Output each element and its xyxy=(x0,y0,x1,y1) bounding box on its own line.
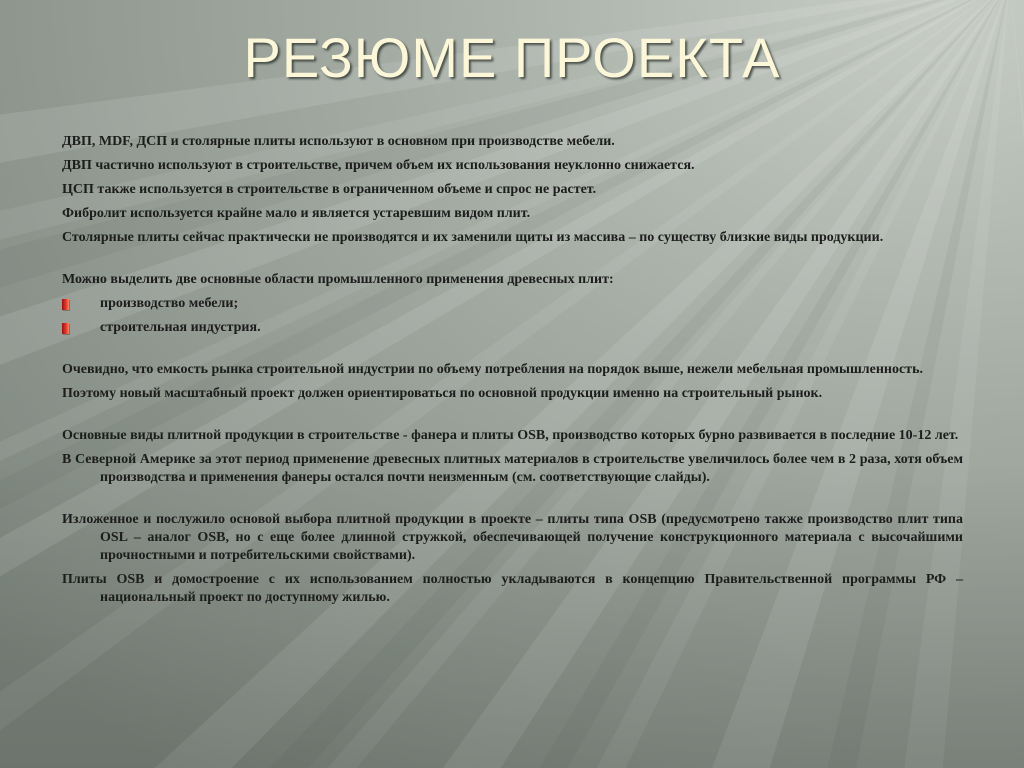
bullet-text: производство мебели; xyxy=(100,296,239,311)
spacer xyxy=(62,409,963,427)
paragraph: Основные виды плитной продукции в строительстве - фанера и плиты OSB, производство которых бурно развивается в последние 10-12 лет. xyxy=(62,428,959,443)
paragraph: В Северной Америке за этот период применение древесных плитных материалов в строительстве увеличилось более чем в 2 раза, хотя объем производства и применения фанеры остался почти неизменным (см. соответствующие слайды). xyxy=(62,452,963,485)
paragraph: Поэтому новый масштабный проект должен ориентироваться по основной продукции именно на строительный рынок. xyxy=(62,386,823,401)
bullet-text: строительная индустрия. xyxy=(100,320,261,335)
paragraph: ДВП частично используют в строительстве, причем объем их использования неуклонно снижается. xyxy=(62,158,695,173)
paragraph: Фибролит используется крайне мало и является устаревшим видом плит. xyxy=(62,206,531,221)
paragraph: Плиты OSB и домостроение с их использованием полностью укладываются в концепцию Правительственной программы РФ – национальный проект по доступному жилью. xyxy=(62,572,963,605)
bullet-icon xyxy=(62,299,69,310)
paragraph: Очевидно, что емкость рынка строительной индустрии по объему потребления на порядок выше, нежели мебельная промышленность. xyxy=(62,362,923,377)
paragraph: Можно выделить две основные области промышленного применения древесных плит: xyxy=(62,272,614,287)
bullet-icon xyxy=(62,323,69,334)
bullet-item xyxy=(62,295,963,313)
paragraph: ДВП, MDF, ДСП и столярные плиты используют в основном при производстве мебели. xyxy=(62,134,615,149)
slide-title: РЕЗЮМЕ ПРОЕКТА xyxy=(243,26,781,89)
paragraph: Изложенное и послужило основой выбора плитной продукции в проекте – плиты типа OSB (предусмотрено также производство плит типа OSL – аналог OSB, но с еще более длинной стружкой, обеспечивающей получение конструкционного материала с высочайшими прочностными и потребительскими свойствами). xyxy=(62,512,963,563)
spacer xyxy=(62,253,963,271)
paragraph: Столярные плиты сейчас практически не производятся и их заменили щиты из массива – по существу близкие виды продукции. xyxy=(62,230,884,245)
slide-body xyxy=(62,133,963,613)
spacer xyxy=(62,493,963,511)
spacer xyxy=(62,343,963,361)
bullet-item xyxy=(62,319,963,337)
paragraph: ЦСП также используется в строительстве в ограниченном объеме и спрос не растет. xyxy=(62,182,597,197)
